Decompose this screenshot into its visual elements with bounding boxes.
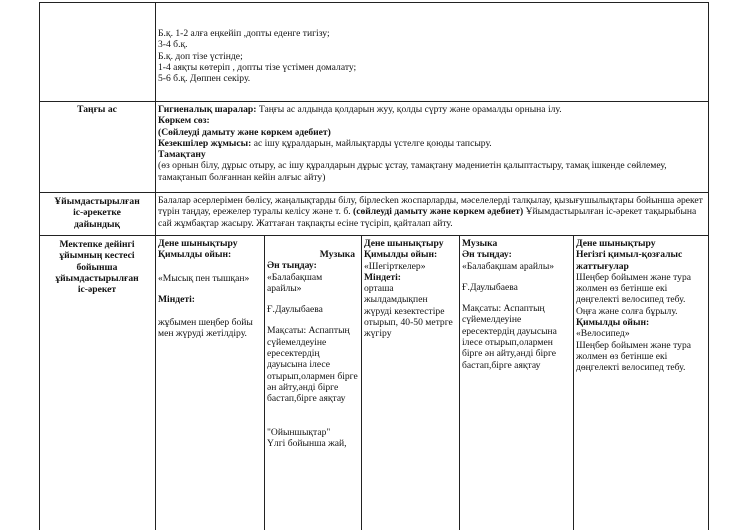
col4-author: Ғ.Даулыбаева <box>462 281 518 293</box>
exercise-cell <box>158 28 703 100</box>
schedule-col-4 <box>462 238 571 528</box>
schedule-col-1 <box>158 238 262 528</box>
col4-title: Музыка <box>462 238 498 249</box>
col3-game-name: «Шегірткелер» <box>364 260 426 272</box>
art-word-title: Көркем сөз: <box>158 115 210 127</box>
meal-text: (өз орнын білу, дұрыс отыру, ас ішу құралдарын дұрыс ұстау, тамақтану мәдениетін қалыптастыру, тамақ ішкенде сөйлемеу, тамақтанып болғаннан кейін алғыс айту) <box>158 160 667 183</box>
col4-goal-text: Мақсаты: Аспаптың сүйемелдеуіне ересектердің дауысына ілесе отырып,олармен бірге ән айту,әнді бірге бастап,бірге аяқтау <box>462 303 557 371</box>
col1-game-name: «Мысық пен тышқан» <box>158 272 250 284</box>
label-column-divider <box>155 2 156 530</box>
column-divider <box>361 235 362 530</box>
hygiene-text: Таңғы ас алдында қолдарын жуу, қолды сүрту және орамалды орнына ілу. <box>256 104 562 115</box>
col5-game-name: «Велосипед» <box>576 328 630 340</box>
col4-song-title: Ән тыңдау: <box>462 249 512 261</box>
schedule-col-3 <box>364 238 457 528</box>
col2-author: Ғ.Даулыбаева <box>267 304 323 316</box>
meal-title: Тамақтану <box>158 149 206 161</box>
col3-title: Дене шынықтыру <box>364 238 444 249</box>
schedule-col-2 <box>267 238 359 528</box>
preparation-content <box>158 195 706 235</box>
exercise-line: Б.қ. 1-2 алға еңкейіп ,допты еденге тигізу; <box>158 28 330 39</box>
duty-text: ас ішу құралдарын, майлықтарды үстелге қоюды тапсыру. <box>251 137 492 149</box>
table-border-top <box>39 2 709 3</box>
row-divider <box>39 101 709 102</box>
schedule-label: Мектепке дейінгі ұйымның кестесі бойынша ұйымдастырылған іс-әрекет <box>55 239 139 296</box>
col1-title: Дене шынықтыру <box>158 238 238 249</box>
row-divider <box>39 235 709 236</box>
duty-line <box>158 138 706 149</box>
column-divider <box>264 235 265 530</box>
schedule-table <box>39 2 709 530</box>
col1-task-text: жұбымен шеңбер бойы мен жүруді жетілдіру. <box>158 317 253 340</box>
preparation-text: Балалар әсерлерімен бөлісу, жаңалықтарды білу, бірлесken жоспарларды, мәселелерді талқылау, қызығушылықтары бойынша әрекет түрін таңдау, ережелер туралы келісу және т. б. (сөйлеуді дамыту және көркем әдебиет) Ұйымдастырылған іс-әрекет тақырыбына сай жұмбақтар жасыру. Жаттаған тақпақты есіне түсіріп, қайталап айту. <box>158 195 703 229</box>
col5-text1: Шеңбер бойымен және тура жолмен өз бетінше екі дөңгелекті велосипед тебу. Оңға және солға бұрылу. <box>576 271 691 317</box>
col3-task-text: орташа жылдамдықпен жүруді кезектестіре отырып, 40-50 метрге жүгіру <box>364 283 453 340</box>
exercise-line: 5-6 б.қ. Дөппен секіру. <box>158 73 251 85</box>
col5-title: Дене шынықтыру <box>576 238 656 249</box>
col2-game2-text: Үлгі бойынша жай, <box>267 437 347 449</box>
col5-game-title: Қимылды ойын: <box>576 317 650 329</box>
art-word-subtitle: (Сөйлеуді дамыту және көркем әдебиет) <box>158 126 331 138</box>
table-border-left <box>39 2 40 530</box>
col2-game2-name: "Ойыншықтар" <box>267 426 331 438</box>
col5-subtitle: Негізгі қимыл-қозғалыс жаттығулар <box>576 249 683 272</box>
col2-title: Музыка <box>319 249 355 260</box>
duty-title: Кезекшілер жұмысы: <box>158 137 252 149</box>
exercise-line: Б.қ. доп тізе үстінде; <box>158 50 243 62</box>
row-divider <box>39 192 709 193</box>
col1-game-title: Қимылды ойын: <box>158 249 232 261</box>
col2-song-title: Ән тыңдау: <box>267 260 317 272</box>
col1-task-title: Міндеті: <box>158 293 195 305</box>
col4-song-name: «Балабақшам арайлы» <box>462 260 555 272</box>
col3-task-title: Міндеті: <box>364 271 401 283</box>
table-border-right <box>708 2 709 530</box>
col2-song-name: «Балабақшам арайлы» <box>267 271 323 294</box>
breakfast-label: Таңғы ас <box>77 104 117 115</box>
preparation-label: Ұйымдастырылған іс-әрекетке дайындық <box>54 196 140 230</box>
exercise-line: 1-4 аяқты көтеріп , допты тізе үстімен домалату; <box>158 61 357 73</box>
col2-goal-text: Мақсаты: Аспаптың сүйемелдеуіне ересектердің дауысына ілесе отырып,олармен бірге ән айту,әнді бірге бастап,бірге аяқтау <box>267 325 358 405</box>
column-divider <box>573 235 574 530</box>
hygiene-title: Гигиеналық шаралар: <box>158 104 257 115</box>
schedule-col-5 <box>576 238 706 528</box>
breakfast-content <box>158 104 706 192</box>
exercise-line: 3-4 б.қ. <box>158 39 188 51</box>
col5-text2: Шеңбер бойымен және тура жолмен өз бетінше екі дөңгелекті велосипед тебу. <box>576 339 691 374</box>
col3-game-title: Қимылды ойын: <box>364 249 438 261</box>
hygiene-line <box>158 104 706 115</box>
column-divider <box>459 235 460 530</box>
